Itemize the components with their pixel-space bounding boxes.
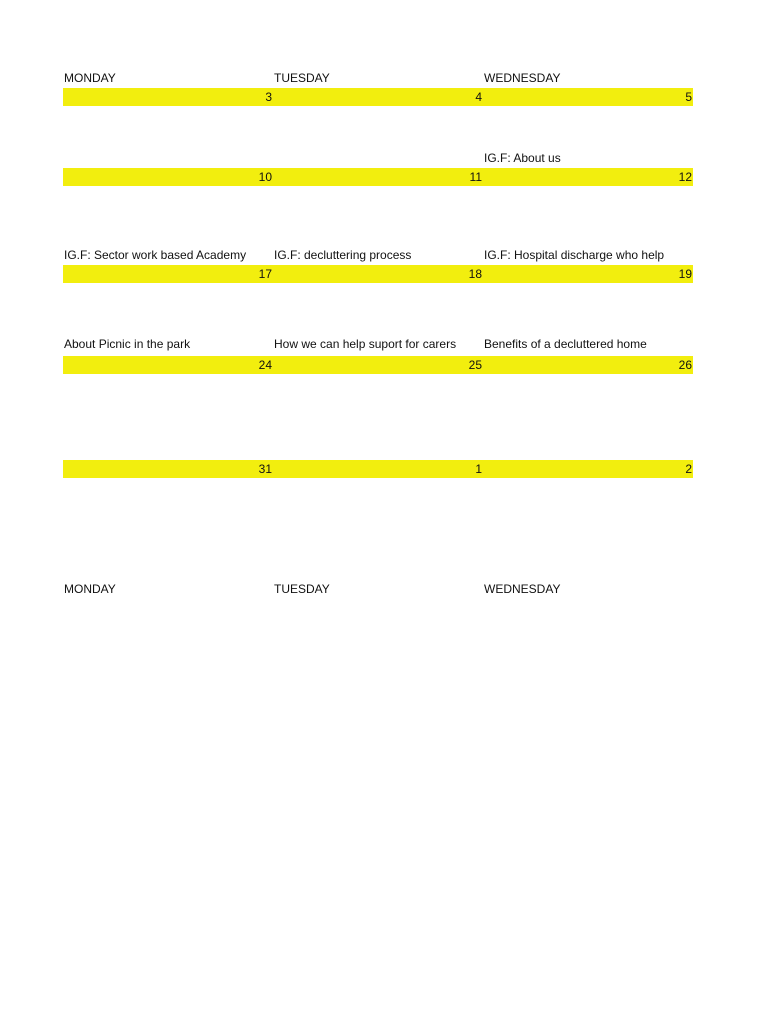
week-2-event-row bbox=[63, 149, 693, 167]
event-cell-monday: IG.F: Sector work based Academy bbox=[64, 248, 247, 262]
event-cell-tuesday: IG.F: decluttering process bbox=[274, 248, 412, 262]
event-cell-tuesday bbox=[273, 149, 483, 167]
header-monday: MONDAY bbox=[64, 71, 116, 85]
date-cell-monday: 3 bbox=[265, 90, 272, 104]
week-4-event-row bbox=[63, 335, 693, 353]
event-cell-monday: About Picnic in the park bbox=[64, 337, 191, 351]
date-cell-tuesday: 25 bbox=[468, 358, 482, 372]
date-cell-monday: 10 bbox=[258, 170, 272, 184]
event-cell-monday bbox=[63, 149, 273, 167]
week-5-date-row bbox=[63, 460, 693, 478]
event-cell-tuesday: How we can help suport for carers bbox=[274, 337, 457, 351]
event-cell-wednesday: IG.F: Hospital discharge who help bbox=[484, 248, 665, 262]
date-cell-wednesday: 2 bbox=[685, 462, 692, 476]
date-cell-wednesday: 12 bbox=[678, 170, 692, 184]
date-cell-tuesday: 11 bbox=[469, 170, 482, 184]
week-4-date-row bbox=[63, 356, 693, 374]
weekday-header-bottom bbox=[63, 580, 693, 598]
header-tuesday: TUESDAY bbox=[274, 71, 330, 85]
weekday-header-top bbox=[63, 69, 693, 87]
header-wednesday: WEDNESDAY bbox=[484, 582, 561, 596]
date-cell-monday: 31 bbox=[258, 462, 272, 476]
date-cell-tuesday: 1 bbox=[475, 462, 482, 476]
event-cell-wednesday: IG.F: About us bbox=[484, 151, 561, 165]
header-tuesday: TUESDAY bbox=[274, 582, 330, 596]
calendar-sheet bbox=[63, 0, 693, 1024]
date-cell-monday: 24 bbox=[258, 358, 272, 372]
week-2-date-row bbox=[63, 168, 693, 186]
week-3-date-row bbox=[63, 265, 693, 283]
date-cell-tuesday: 18 bbox=[468, 267, 482, 281]
date-cell-wednesday: 26 bbox=[678, 358, 692, 372]
event-cell-wednesday: Benefits of a decluttered home bbox=[484, 337, 647, 351]
date-cell-wednesday: 19 bbox=[678, 267, 692, 281]
header-wednesday: WEDNESDAY bbox=[484, 71, 561, 85]
date-cell-tuesday: 4 bbox=[475, 90, 482, 104]
week-3-event-row bbox=[63, 246, 693, 264]
date-cell-wednesday: 5 bbox=[685, 90, 692, 104]
date-cell-monday: 17 bbox=[258, 267, 272, 281]
week-1-date-row bbox=[63, 88, 693, 106]
header-monday: MONDAY bbox=[64, 582, 116, 596]
